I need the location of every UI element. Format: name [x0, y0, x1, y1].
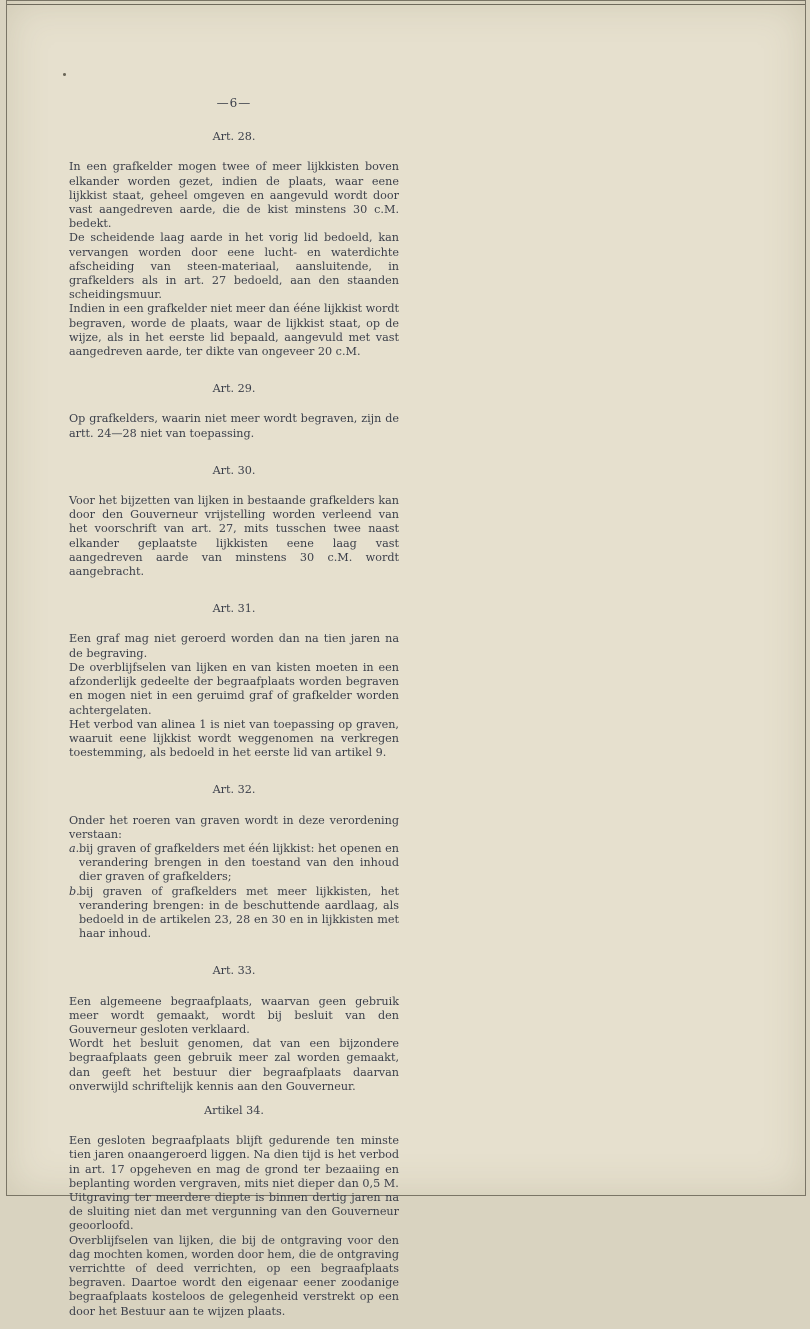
article-heading: Art. 28. — [212, 130, 256, 144]
article-28 — [69, 130, 399, 359]
list-item — [69, 885, 399, 942]
article-paragraph: Onder het roeren van graven wordt in deze verordening verstaan: — [69, 813, 399, 841]
article-paragraph: Op grafkelders, waarin niet meer wordt begraven, zijn de artt. 24—28 niet van toepassing. — [69, 412, 399, 440]
article-heading: Art. 29. — [212, 382, 256, 396]
article-heading: Art. 32. — [212, 783, 256, 797]
article-paragraph: Een gesloten begraafplaats blijft gedurende ten minste tien jaren onaangeroerd liggen. Na dien tijd is het verbod in art. 17 opgeheven en mag de grond ter bezaaiing en beplanting worden vergraven, mits niet dieper dan 0,5 M. — [69, 1134, 399, 1190]
article-31 — [69, 602, 399, 760]
article-34 — [69, 1104, 399, 1319]
article-paragraph: Het verbod van alinea 1 is niet van toepassing op graven, waaruit eene lijkkist wordt weggenomen na verkregen toestemming, als bedoeld in het eerste lid van artikel 9. — [69, 717, 399, 760]
article-heading: Art. 31. — [212, 602, 256, 616]
article-paragraph: Overblijfselen van lijken, die bij de ontgraving voor den dag mochten komen, worden door hem, die de ontgraving verrichtte of deed verrichten, op een begraafplaats begraven. Daartoe wordt den eigenaar eener zoodanige begraafplaats kosteloos de gelegenheid verstrekt op een door het Bestuur aan te wijzen plaats. — [69, 1233, 399, 1318]
page-top-edge — [7, 4, 805, 5]
article-29 — [69, 382, 399, 441]
article-paragraph: De overblijfselen van lijken en van kisten moeten in een afzonderlijk gedeelte der begraafplaats worden begraven en mogen niet in een geruimd graf of grafkelder worden achtergelaten. — [69, 660, 399, 717]
article-paragraph: Voor het bijzetten van lijken in bestaande grafkelders kan door den Gouverneur vrijstelling worden verleend van het voorschrift van art. 27, mits tusschen twee naast elkander geplaatste lijkkisten eene laag vast aangedreven aarde van minstens 30 c.M. wordt aangebracht. — [69, 494, 399, 579]
document-page — [6, 0, 806, 1318]
article-heading: Artikel 34. — [204, 1103, 264, 1117]
document-body — [69, 96, 399, 1329]
article-paragraph: Wordt het besluit genomen, dat van een bijzondere begraafplaats geen gebruik meer zal worden gemaakt, dan geeft het bestuur dier begraafplaats daarvan onverwijld schriftelijk kennis aan den Gouverneur. — [69, 1037, 399, 1093]
article-paragraph: Uitgraving ter meerdere diepte is binnen dertig jaren na de sluiting niet dan met vergunning van den Gouverneur geoorloofd. — [69, 1190, 399, 1233]
article-heading: Art. 33. — [212, 964, 256, 978]
paper-speck — [63, 73, 66, 76]
list-marker: b. — [69, 884, 80, 898]
page-number: —6— — [216, 96, 252, 110]
article-paragraph: In een grafkelder mogen twee of meer lijkkisten boven elkander worden gezet, indien de plaats, waar eene lijkkist staat, geheel omgeven en aangevuld wordt door vast aangedreven aarde, die de kist minstens 30 c.M. bedekt. — [69, 160, 399, 231]
list-item — [69, 842, 399, 885]
article-33 — [69, 964, 399, 1094]
article-paragraph: Indien in een grafkelder niet meer dan ééne lijkkist wordt begraven, worde de plaats, waar de lijkkist staat, op de wijze, als in het eerste lid bepaald, aangevuld met vast aangedreven aarde, ter dikte van ongeveer 20 c.M. — [69, 302, 399, 359]
article-paragraph: De scheidende laag aarde in het vorig lid bedoeld, kan vervangen worden door eene lucht- en waterdichte afscheiding van steen-materiaal, aansluitende, in grafkelders als in art. 27 bedoeld, aan den staanden scheidingsmuur. — [69, 231, 399, 302]
article-heading: Art. 30. — [212, 463, 256, 477]
article-paragraph: Een graf mag niet geroerd worden dan na tien jaren na de begraving. — [69, 632, 399, 660]
article-paragraph: Een algemeene begraafplaats, waarvan geen gebruik meer wordt gemaakt, wordt bij besluit van den Gouverneur gesloten verklaard. — [69, 994, 399, 1036]
list-marker: a. — [69, 841, 80, 855]
article-32 — [69, 783, 399, 941]
list-text: bij graven of grafkelders met meer lijkkisten, het verandering brengen: in de beschuttende aardlaag, als bedoeld in de artikelen 23, 28 en 30 en in lijkkisten met haar inhoud. — [79, 884, 399, 941]
article-30 — [69, 464, 399, 579]
list-text: bij graven of grafkelders met één lijkkist: het openen en verandering brengen in den toestand van den inhoud dier graven of grafkelders; — [79, 841, 399, 884]
